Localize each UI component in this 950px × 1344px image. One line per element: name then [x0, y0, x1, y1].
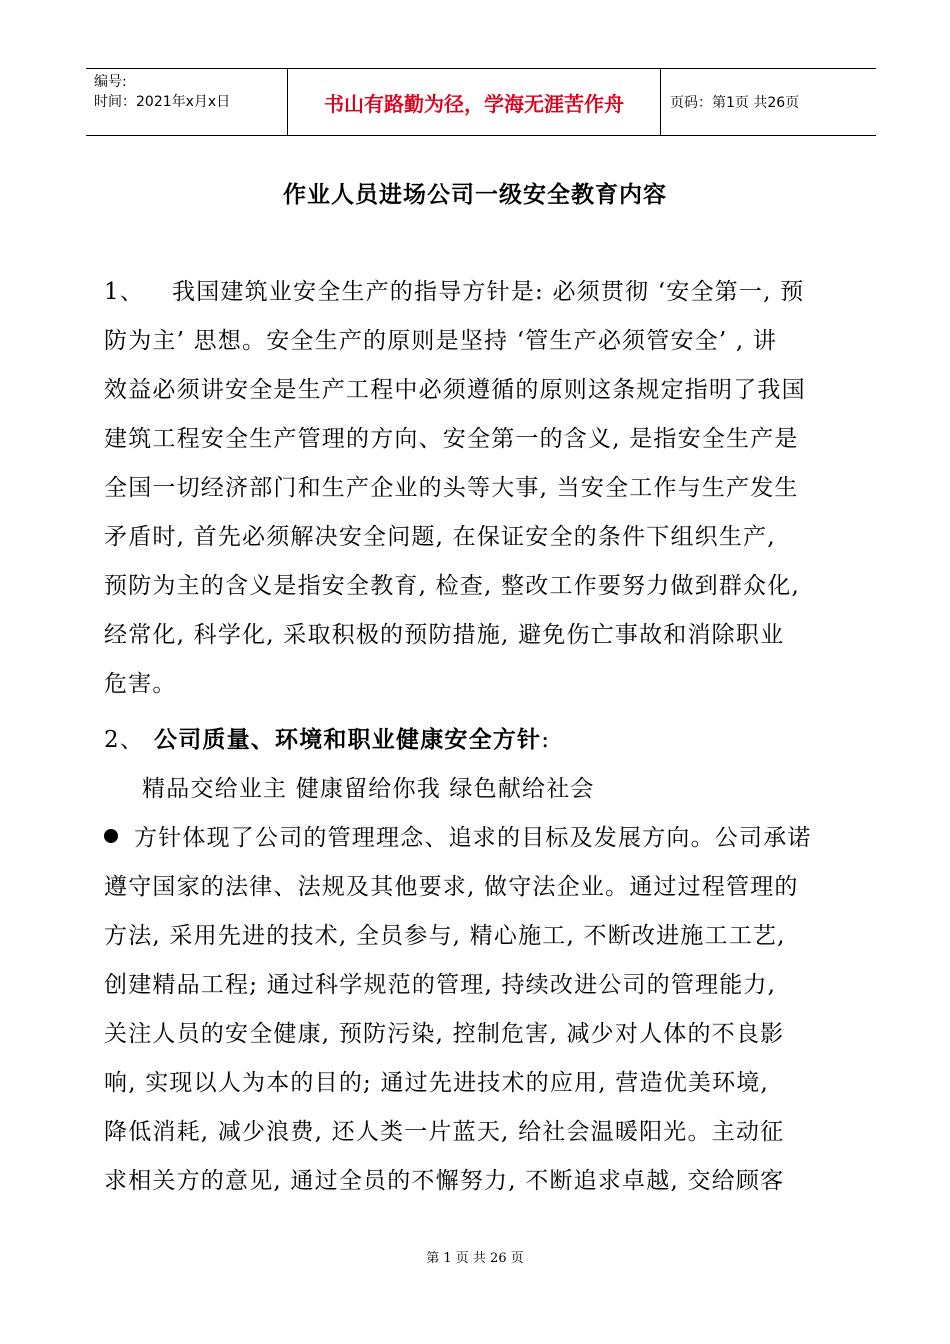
section-1-line: 全国一切经济部门和生产企业的头等大事, 当安全工作与生产发生 [104, 475, 799, 501]
document-title: 作业人员进场公司一级安全教育内容 [283, 182, 667, 208]
section-2-line: 降低消耗, 减少浪费, 还人类一片蓝天, 给社会温暖阳光。主动征 [104, 1119, 785, 1145]
section-2-text: 方针体现了公司的管理理念、追求的目标及发展方向。公司承诺 [134, 825, 812, 851]
section-2-line: 关注人员的安全健康, 预防污染, 控制危害, 减少对人体的不良影 [104, 1021, 785, 1047]
section-2-heading-colon: : [541, 727, 551, 753]
section-1-line [104, 277, 804, 307]
section-1-line: 经常化, 科学化, 采取积极的预防措施, 避免伤亡事故和消除职业 [104, 622, 785, 648]
section-2-line: 响, 实现以人为本的目的; 通过先进技术的应用, 营造优美环境, [104, 1070, 770, 1096]
section-1-line: 预防为主的含义是指安全教育, 检查, 整改工作要努力做到群众化, [104, 573, 800, 599]
section-2-line: 创建精品工程; 通过科学规范的管理, 持续改进公司的管理能力, [104, 972, 777, 998]
page-footer: 第 1 页 共 26 页 [426, 1251, 524, 1266]
section-2-heading: 公司质量、环境和职业健康安全方针 [154, 727, 542, 753]
section-1-line: 建筑工程安全生产管理的方向、安全第一的含义, 是指安全生产是 [104, 426, 799, 452]
header-meta [86, 69, 286, 135]
section-2-heading-line [104, 725, 550, 755]
policy-slogan: 精品交给业主 健康留给你我 绿色献给社会 [142, 776, 595, 802]
section-1-line: 矛盾时, 首先必须解决安全问题, 在保证安全的条件下组织生产, [104, 524, 776, 550]
section-1-text: 我国建筑业安全生产的指导方针是: 必须贯彻 ‘安全第一, 预 [172, 279, 805, 305]
header-page-info: 页码：第1页 共26页 [670, 95, 800, 111]
header-divider [660, 69, 661, 135]
section-1-line: 危害。 [104, 671, 177, 697]
header-motto: 书山有路勤为径，学海无涯苦作舟 [324, 91, 624, 116]
header-table [86, 68, 876, 136]
section-1-number: 1、 [104, 279, 145, 305]
header-time-label: 时间：2021年x月x日 [94, 94, 231, 110]
bullet-icon [104, 829, 118, 843]
section-1-line: 效益必须讲安全是生产工程中必须遵循的原则这条规定指明了我国 [104, 377, 806, 403]
section-2-line [104, 823, 812, 853]
section-2-line: 求相关方的意见, 通过全员的不懈努力, 不断追求卓越, 交给顾客 [104, 1168, 785, 1194]
section-2-line: 方法, 采用先进的技术, 全员参与, 精心施工, 不断改进施工工艺, [104, 923, 786, 949]
section-1-line: 防为主’ 思想。安全生产的原则是坚持 ‘管生产必须管安全’ , 讲 [104, 328, 778, 354]
header-number-label: 编号: [94, 74, 127, 90]
section-2-line: 遵守国家的法律、法规及其他要求, 做守法企业。通过过程管理的 [104, 874, 799, 900]
section-2-number: 2、 [104, 727, 145, 753]
